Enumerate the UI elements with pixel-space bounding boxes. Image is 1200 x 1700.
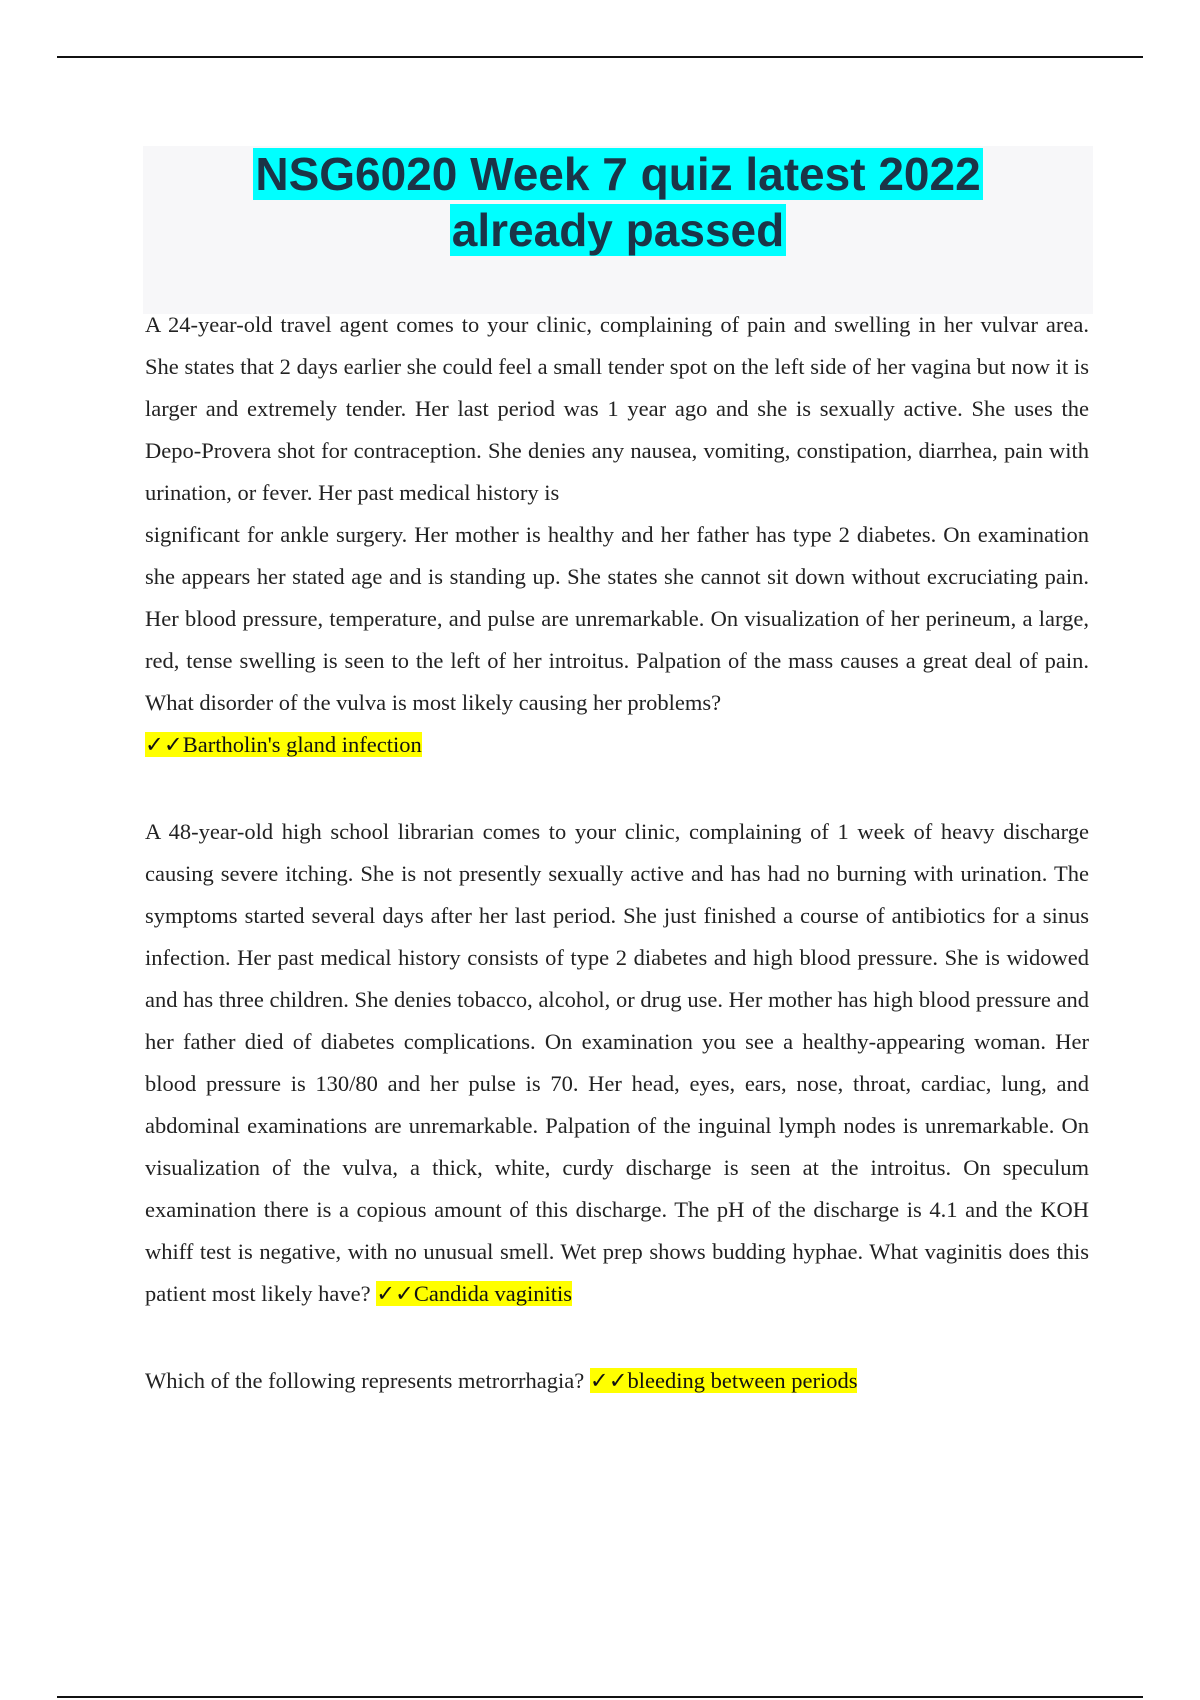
question-1-text-part-2	[145, 514, 1089, 766]
question-1-text-part-2-body: significant for ankle surgery. Her mother is healthy and her father has type 2 diabetes. On examination she appears her stated age and is standing up. She states she cannot sit down without excruciating pain. Her blood pressure, temperature, and pulse are unremarkable. On visualization of her perineum, a large, red, tense swelling is seen to the left of her introitus. Palpation of the mass causes a great deal of pain. What disorder of the vulva is most likely causing her problems?	[145, 522, 1089, 715]
question-1	[145, 304, 1089, 766]
question-3-text: Which of the following represents metrorrhagia?	[145, 1368, 585, 1393]
document-body	[145, 304, 1089, 1402]
question-2-text-block	[145, 811, 1089, 1315]
question-3-text-block	[145, 1360, 1089, 1402]
question-1-answer: ✓✓Bartholin's gland infection	[145, 732, 422, 757]
question-3	[145, 1360, 1089, 1402]
question-spacer	[145, 766, 1089, 811]
title-line-2: already passed	[451, 204, 785, 256]
question-spacer	[145, 1315, 1089, 1360]
bottom-rule	[57, 1696, 1143, 1698]
question-2	[145, 811, 1089, 1315]
document-title	[143, 146, 1093, 258]
top-rule	[57, 56, 1143, 58]
question-3-answer: ✓✓bleeding between periods	[589, 1368, 858, 1393]
title-line-1: NSG6020 Week 7 quiz latest 2022	[255, 148, 981, 200]
question-2-answer: ✓✓Candida vaginitis	[376, 1281, 572, 1306]
question-1-text-part-1: A 24-year-old travel agent comes to your clinic, complaining of pain and swelling in her vulvar area. She states that 2 days earlier she could feel a small tender spot on the left side of her vagina but now it is larger and extremely tender. Her last period was 1 year ago and she is sexually active. She uses the Depo-Provera shot for contraception. She denies any nausea, vomiting, constipation, diarrhea, pain with urination, or fever. Her past medical history is	[145, 312, 1089, 505]
question-2-text: A 48-year-old high school librarian comes to your clinic, complaining of 1 week of heavy discharge causing severe itching. She is not presently sexually active and has had no burning with urination. The symptoms started several days after her last period. She just finished a course of antibiotics for a sinus infection. Her past medical history consists of type 2 diabetes and high blood pressure. She is widowed and has three children. She denies tobacco, alcohol, or drug use. Her mother has high blood pressure and her father died of diabetes complications. On examination you see a healthy-appearing woman. Her blood pressure is 130/80 and her pulse is 70. Her head, eyes, ears, nose, throat, cardiac, lung, and abdominal examinations are unremarkable. Palpation of the inguinal lymph nodes is unremarkable. On visualization of the vulva, a thick, white, curdy discharge is seen at the introitus. On speculum examination there is a copious amount of this discharge. The pH of the discharge is 4.1 and the KOH whiff test is negative, with no unusual smell. Wet prep shows budding hyphae. What vaginitis does this patient most likely have?	[145, 819, 1089, 1306]
